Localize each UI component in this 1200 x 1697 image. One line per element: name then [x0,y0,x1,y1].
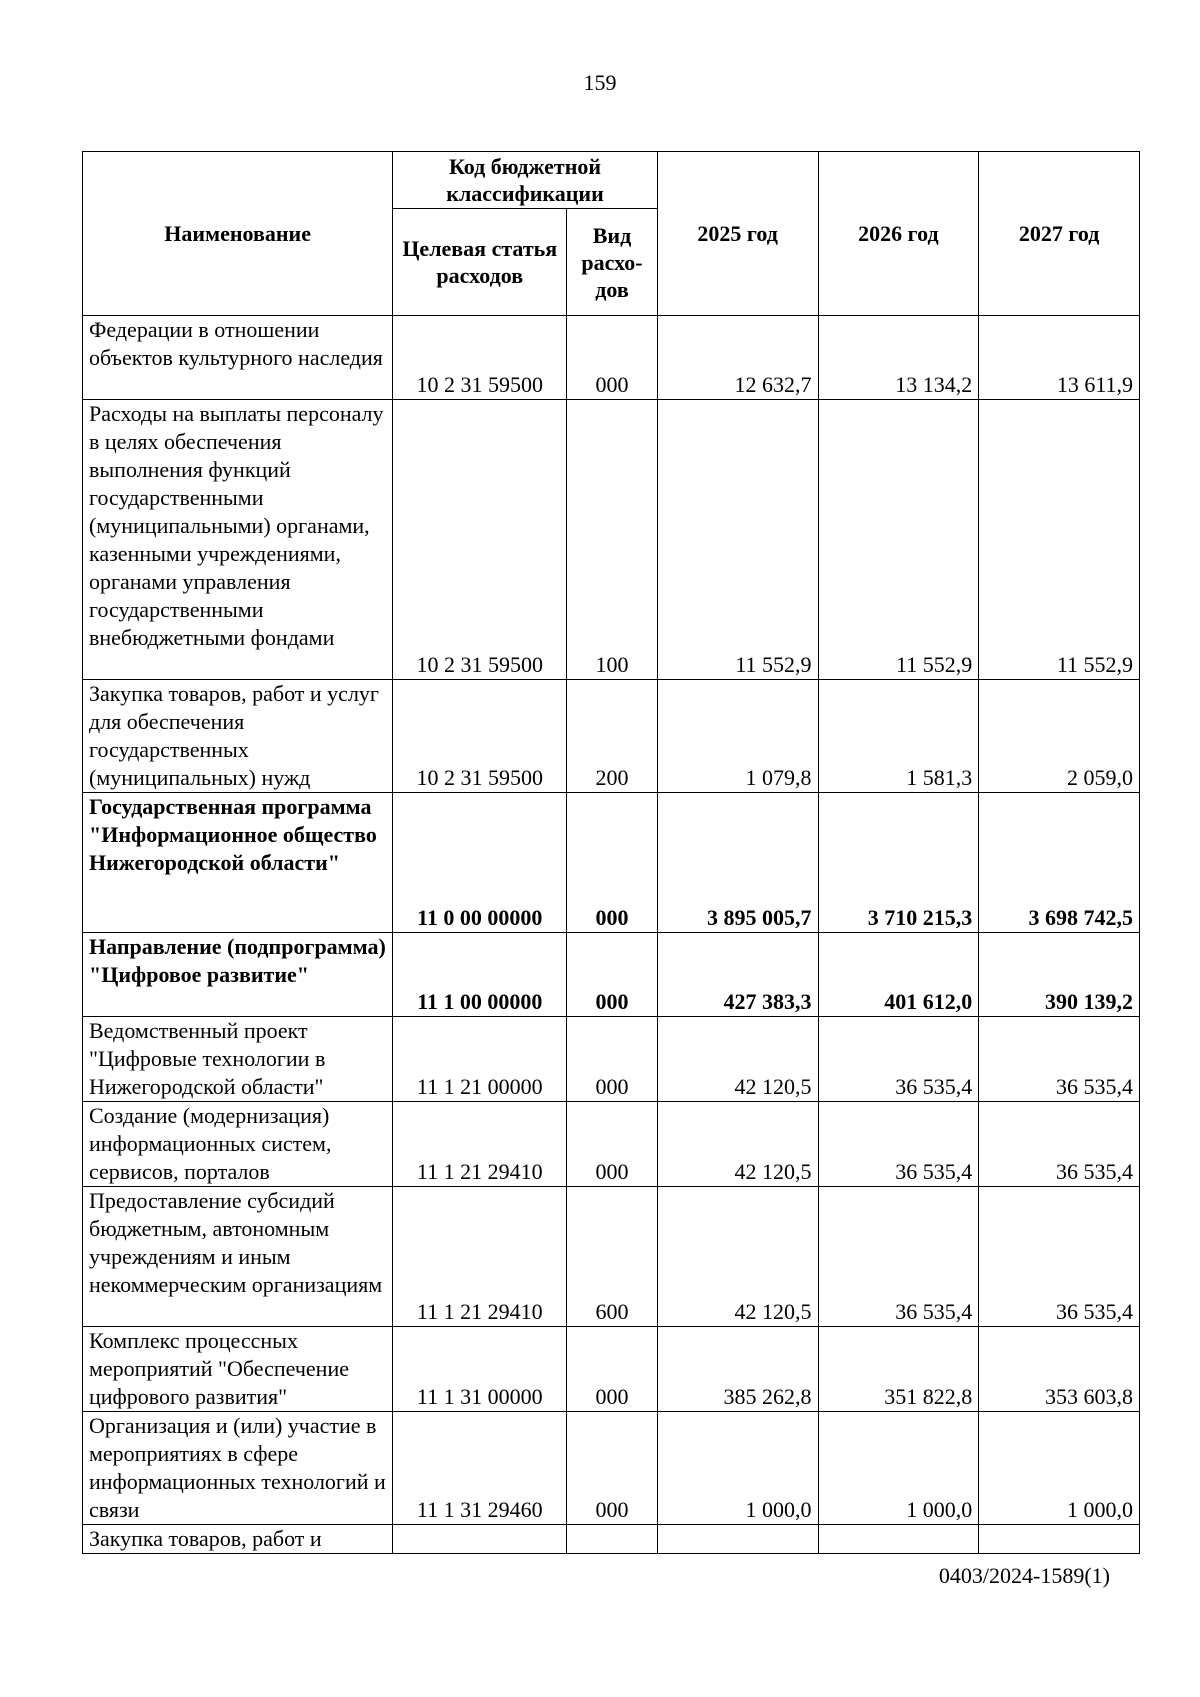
table-row [83,933,1140,1017]
row-2027: 353 603,8 [979,1327,1140,1412]
header-name: Наименование [83,152,393,316]
row-name: Федерации в отношении объектов культурного наследия [83,316,393,400]
row-expense-type: 000 [567,1017,658,1102]
header-2027: 2027 год [979,152,1140,316]
row-name: Закупка товаров, работ и [83,1525,393,1554]
row-2027: 36 535,4 [979,1017,1140,1102]
row-target-article: 11 1 31 29460 [393,1412,567,1525]
row-2026: 13 134,2 [818,316,979,400]
table-row [83,680,1140,793]
row-name: Создание (модернизация) информационных систем, сервисов, порталов [83,1102,393,1187]
row-expense-type: 000 [567,1102,658,1187]
row-2025: 42 120,5 [657,1102,818,1187]
row-target-article: 10 2 31 59500 [393,316,567,400]
row-2025: 42 120,5 [657,1017,818,1102]
row-2025: 1 000,0 [657,1412,818,1525]
row-target-article: 11 0 00 00000 [393,793,567,933]
header-budget-code: Код бюджетной классификации [393,152,657,209]
row-target-article [393,1525,567,1554]
row-2026 [818,1525,979,1554]
row-2027: 13 611,9 [979,316,1140,400]
table-row [83,1412,1140,1525]
row-2025: 12 632,7 [657,316,818,400]
header-2026: 2026 год [818,152,979,316]
row-expense-type: 200 [567,680,658,793]
row-2025: 1 079,8 [657,680,818,793]
table-row [83,1327,1140,1412]
row-target-article: 10 2 31 59500 [393,400,567,680]
row-2025: 42 120,5 [657,1187,818,1327]
row-2027: 36 535,4 [979,1187,1140,1327]
row-2025: 385 262,8 [657,1327,818,1412]
row-2026: 36 535,4 [818,1187,979,1327]
row-2027 [979,1525,1140,1554]
row-2025: 3 895 005,7 [657,793,818,933]
row-name: Комплекс процессных мероприятий "Обеспечение цифрового развития" [83,1327,393,1412]
row-expense-type: 600 [567,1187,658,1327]
row-2026: 3 710 215,3 [818,793,979,933]
header-2025: 2025 год [657,152,818,316]
row-2026: 11 552,9 [818,400,979,680]
table-row [83,400,1140,680]
row-expense-type [567,1525,658,1554]
row-2026: 401 612,0 [818,933,979,1017]
row-target-article: 11 1 31 00000 [393,1327,567,1412]
row-2025: 427 383,3 [657,933,818,1017]
row-name: Ведомственный проект "Цифровые технологии в Нижегородской области" [83,1017,393,1102]
row-2025 [657,1525,818,1554]
row-2027: 3 698 742,5 [979,793,1140,933]
row-expense-type: 100 [567,400,658,680]
budget-table [82,151,1140,1554]
header-expense-type: Вид расхо-дов [567,209,658,316]
row-name: Расходы на выплаты персоналу в целях обеспечения выполнения функций государственными (муниципальными) органами, казенными учреждениями, органами управления государственными внебюджетными фондами [83,400,393,680]
row-2027: 1 000,0 [979,1412,1140,1525]
header-target-article: Целевая статья расходов [393,209,567,316]
table-row [83,1017,1140,1102]
row-2026: 1 581,3 [818,680,979,793]
row-2027: 36 535,4 [979,1102,1140,1187]
row-name: Предоставление субсидий бюджетным, автономным учреждениям и иным некоммерческим организациям [83,1187,393,1327]
row-2027: 2 059,0 [979,680,1140,793]
row-name: Направление (подпрограмма) "Цифровое развитие" [83,933,393,1017]
row-expense-type: 000 [567,1412,658,1525]
table-row [83,1187,1140,1327]
row-target-article: 11 1 21 29410 [393,1187,567,1327]
row-2026: 351 822,8 [818,1327,979,1412]
row-target-article: 11 1 21 29410 [393,1102,567,1187]
table-row [83,1525,1140,1554]
row-2027: 11 552,9 [979,400,1140,680]
page-number: 159 [583,70,617,95]
document-code: 0403/2024-1589(1) [938,1563,1110,1588]
row-2026: 36 535,4 [818,1102,979,1187]
row-2026: 36 535,4 [818,1017,979,1102]
table-row [83,793,1140,933]
row-target-article: 11 1 00 00000 [393,933,567,1017]
row-target-article: 10 2 31 59500 [393,680,567,793]
row-name: Организация и (или) участие в мероприятиях в сфере информационных технологий и связи [83,1412,393,1525]
row-expense-type: 000 [567,933,658,1017]
row-name: Закупка товаров, работ и услуг для обеспечения государственных (муниципальных) нужд [83,680,393,793]
row-name: Государственная программа "Информационное общество Нижегородской области" [83,793,393,933]
row-2026: 1 000,0 [818,1412,979,1525]
row-target-article: 11 1 21 00000 [393,1017,567,1102]
row-expense-type: 000 [567,793,658,933]
row-2027: 390 139,2 [979,933,1140,1017]
row-2025: 11 552,9 [657,400,818,680]
table-row [83,316,1140,400]
row-expense-type: 000 [567,316,658,400]
table-row [83,1102,1140,1187]
row-expense-type: 000 [567,1327,658,1412]
